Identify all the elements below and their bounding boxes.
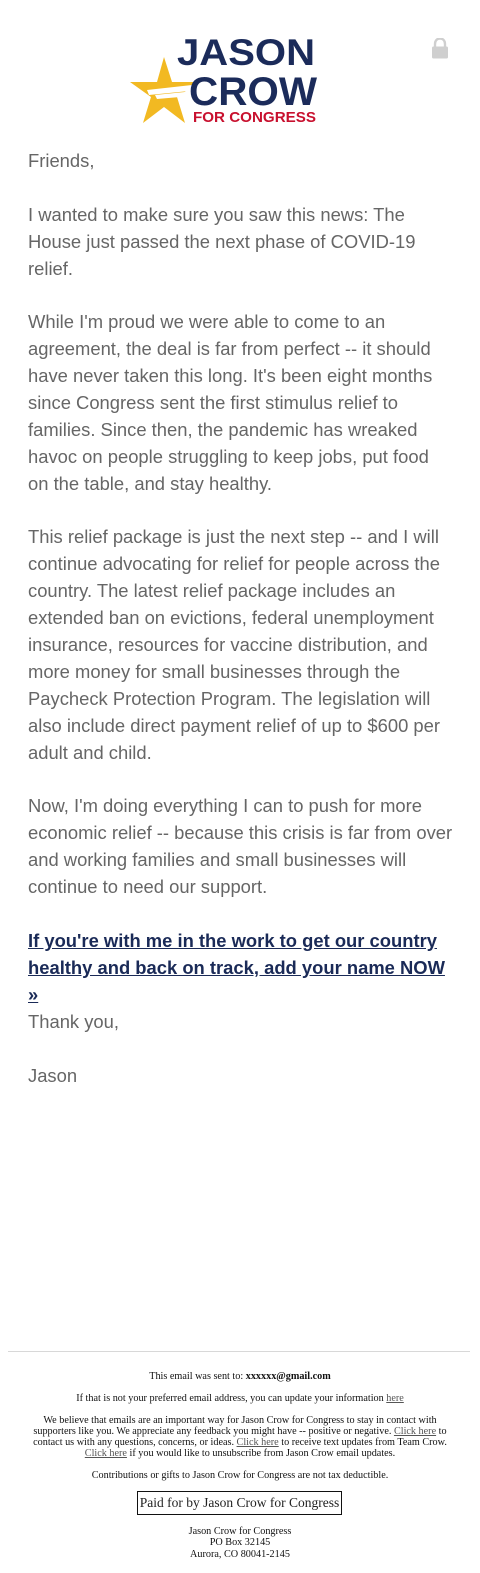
signoff: Thank you, bbox=[28, 1011, 119, 1032]
paragraph-news: I wanted to make sure you saw this news: The House just passed the next phase of COVID-19 relief. bbox=[28, 204, 416, 279]
feedback-text-1: We believe that emails are an important way for Jason Crow for Congress to stay in contact with supporters like you. We appreciate any feedback you might have -- positive or negative. bbox=[33, 1415, 437, 1437]
logo-text-crow: CROW bbox=[189, 70, 318, 114]
mailing-address bbox=[30, 1526, 450, 1560]
update-info-link[interactable]: here bbox=[386, 1393, 404, 1404]
preference-text: If that is not your preferred email address, you can update your information bbox=[76, 1393, 384, 1404]
sent-to-label: This email was sent to: bbox=[149, 1371, 244, 1382]
feedback-text-3: to receive text updates from Team Crow. bbox=[281, 1437, 447, 1448]
address-po-box: PO Box 32145 bbox=[209, 1537, 271, 1549]
jason-crow-logo bbox=[127, 33, 319, 125]
paragraph-relief-package: This relief package is just the next step -- and I will continue advocating for relief for people across the country. The latest relief package includes an extended ban on evictions, federal unemployment insurance, resources for vaccine distribution, and more money for small businesses through the Paycheck Protection Program. The legislation will also include direct payment relief of up to $600 per adult and child. bbox=[28, 526, 440, 763]
feedback-text-4: if you would like to unsubscribe from Jason Crow email updates. bbox=[129, 1448, 396, 1459]
address-name: Jason Crow for Congress bbox=[188, 1526, 292, 1537]
add-your-name-link[interactable]: If you're with me in the work to get our country healthy and back on track, add your name NOW » bbox=[28, 930, 445, 1005]
recipient-email: xxxxxx@gmail.com bbox=[245, 1371, 331, 1382]
logo-text-jason: JASON bbox=[177, 33, 315, 73]
feedback-text-2: to contact us with any questions, concerns, or ideas. bbox=[33, 1426, 447, 1448]
contact-us-link[interactable]: Click here bbox=[393, 1426, 437, 1437]
footer-divider bbox=[8, 1351, 470, 1352]
contributions-disclaimer: Contributions or gifts to Jason Crow for Congress are not tax deductible. bbox=[91, 1470, 389, 1481]
logo-text-for-congress: FOR CONGRESS bbox=[193, 109, 316, 125]
paid-for-disclaimer: Paid for by Jason Crow for Congress bbox=[137, 1491, 342, 1515]
sent-to-line bbox=[30, 1371, 450, 1382]
lock-icon bbox=[431, 38, 449, 59]
preference-line bbox=[30, 1393, 450, 1404]
address-city: Aurora, CO 80041-2145 bbox=[190, 1548, 290, 1560]
unsubscribe-link[interactable]: Click here bbox=[84, 1448, 127, 1459]
greeting: Friends, bbox=[28, 150, 95, 171]
text-updates-link[interactable]: Click here bbox=[236, 1437, 279, 1448]
feedback-paragraph bbox=[30, 1415, 450, 1459]
paragraph-agreement: While I'm proud we were able to come to an agreement, the deal is far from perfect -- it should have never taken this long. It's been eight months since Congress sent the first stimulus relief to families. Since then, the pandemic has wreaked havoc on people struggling to keep jobs, put food on the table, and stay healthy. bbox=[28, 311, 433, 494]
paragraph-economic-relief: Now, I'm doing everything I can to push for more economic relief -- because this crisis is far from over and working families and small businesses will continue to need our support. bbox=[28, 795, 453, 897]
signature: Jason bbox=[28, 1065, 78, 1086]
